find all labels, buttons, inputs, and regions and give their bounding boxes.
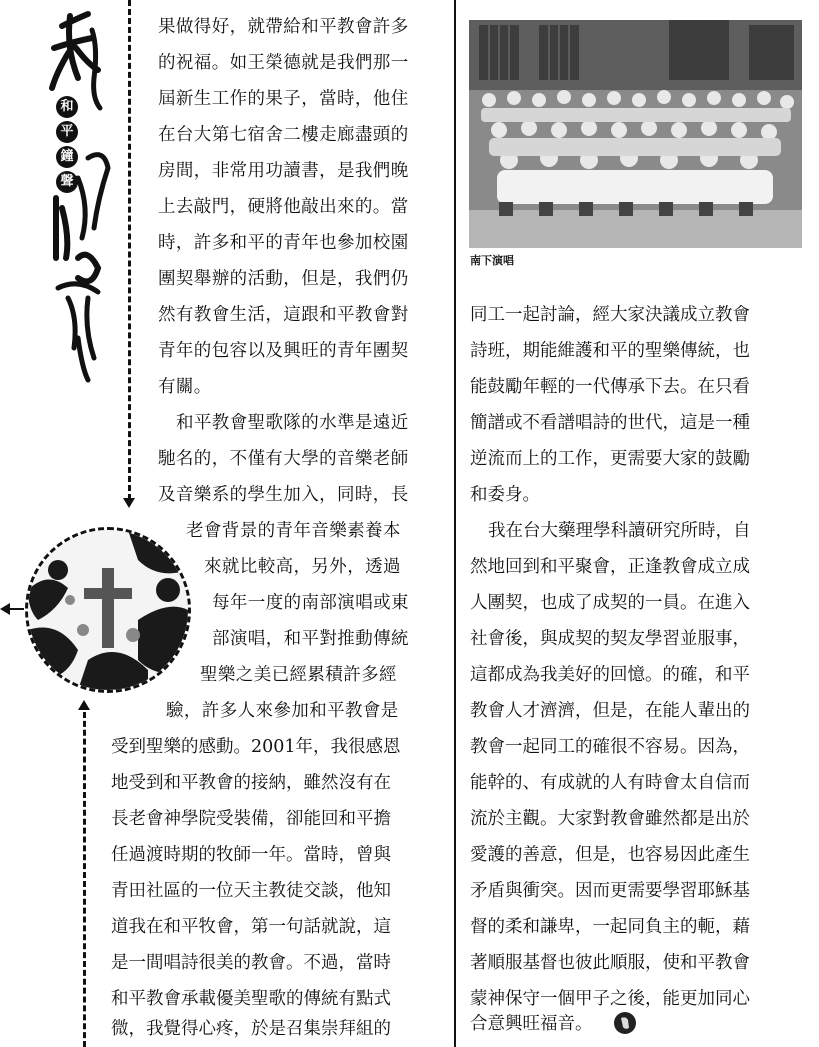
paragraph-line: 和平教會聖歌隊的水準是遠近	[176, 413, 409, 433]
paragraph-line: 部演唱，和平對推動傳統	[212, 629, 409, 649]
paragraph-line: 任過渡時期的牧師一年。當時，曾與	[111, 845, 391, 865]
paragraph-line: 時，許多和平的青年也參加校園	[158, 233, 409, 253]
paragraph-line: 然地回到和平聚會，正逢教會成立成	[470, 557, 750, 577]
cross-photo-circle	[25, 527, 191, 693]
arrow-up-icon	[78, 700, 90, 710]
end-mark-icon	[614, 1012, 636, 1034]
dashed-guide-top	[128, 0, 131, 500]
badge-char: 平	[56, 121, 78, 143]
paragraph-line: 有關。	[158, 377, 212, 397]
paragraph-line: 老會背景的青年音樂素養本	[186, 521, 401, 541]
paragraph-line: 的祝福。如王榮德就是我們那一	[158, 53, 409, 73]
masthead-badge	[56, 96, 82, 193]
paragraph-line: 來就比較高，另外，透過	[204, 557, 401, 577]
paragraph-line: 每年一度的南部演唱或東	[212, 593, 409, 613]
paragraph-line: 青年的包容以及興旺的青年團契	[158, 341, 409, 361]
paragraph-line: 在台大第七宿舍二樓走廊盡頭的	[158, 125, 409, 145]
paragraph-line: 是一間唱詩很美的教會。不過，當時	[111, 953, 391, 973]
paragraph-line: 能幹的、有成就的人有時會太自信而	[470, 773, 750, 793]
paragraph-line: 屆新生工作的果子，當時，他住	[158, 89, 409, 109]
dashed-guide-bottom	[83, 712, 86, 1047]
paragraph-line: 能鼓勵年輕的一代傳承下去。在只看	[470, 377, 750, 397]
paragraph-line: 矛盾與衝突。因而更需要學習耶穌基	[470, 881, 750, 901]
column-divider	[454, 0, 456, 1047]
badge-char: 和	[56, 96, 78, 118]
paragraph-line: 道我在和平牧會，第一句話就說，這	[111, 917, 391, 937]
paragraph-line: 我在台大藥理學科讀研究所時，自	[488, 521, 751, 541]
paragraph-line: 聖樂之美已經累積許多經	[200, 665, 397, 685]
photo-caption: 南下演唱	[470, 254, 514, 267]
paragraph-line: 教會人才濟濟，但是，在能人輩出的	[470, 701, 750, 721]
paragraph-line: 地受到和平教會的接納，雖然沒有在	[111, 773, 391, 793]
paragraph-line: 著順服基督也彼此順服，使和平教會	[470, 953, 750, 973]
paragraph-line: 和委身。	[470, 485, 540, 505]
paragraph-line: 上去敲門，硬將他敲出來的。當	[158, 197, 409, 217]
paragraph-line: 馳名的，不僅有大學的音樂老師	[158, 449, 409, 469]
group-photo-illustration	[469, 20, 802, 248]
paragraph-line: 社會後，與成契的契友學習並服事，	[470, 629, 750, 649]
paragraph-line: 同工一起討論，經大家決議成立教會	[470, 305, 750, 325]
paragraph-line: 詩班，期能維護和平的聖樂傳統，也	[470, 341, 750, 361]
group-photo	[469, 20, 802, 248]
paragraph-line: 青田社區的一位天主教徒交談，他知	[111, 881, 391, 901]
paragraph-line: 逆流而上的工作，更需要大家的鼓勵	[470, 449, 750, 469]
badge-char: 聲	[56, 171, 78, 193]
paragraph-line: 驗，許多人來參加和平教會是	[166, 701, 399, 721]
cross-illustration	[28, 530, 188, 690]
arrow-left-shaft	[10, 608, 24, 610]
paragraph-line: 果做得好，就帶給和平教會許多	[158, 17, 409, 37]
paragraph-line: 和平教會承載優美聖歌的傳統有點式	[111, 989, 391, 1009]
paragraph-line: 長老會神學院受裝備，卻能回和平擔	[111, 809, 391, 829]
paragraph-line: 然有教會生活，這跟和平教會對	[158, 305, 409, 325]
paragraph-line: 合意興旺福音。	[470, 1014, 593, 1034]
paragraph-line: 流於主觀。大家對教會雖然都是出於	[470, 809, 750, 829]
paragraph-line: 這都成為我美好的回憶。的確，和平	[470, 665, 750, 685]
paragraph-line: 房間，非常用功讀書，是我們晚	[158, 161, 409, 181]
paragraph-line: 蒙神保守一個甲子之後，能更加同心	[470, 989, 750, 1009]
badge-char: 鐘	[56, 146, 78, 168]
paragraph-line: 微，我覺得心疼，於是召集崇拜組的	[111, 1019, 391, 1039]
arrow-down-icon	[123, 498, 135, 508]
paragraph-line: 教會一起同工的確很不容易。因為，	[470, 737, 750, 757]
calligraphy-title-art	[48, 8, 120, 388]
paragraph-line: 督的柔和謙卑，一起同負主的軛，藉	[470, 917, 750, 937]
paragraph-line: 人團契，也成了成契的一員。在進入	[470, 593, 750, 613]
paragraph-line: 簡譜或不看譜唱詩的世代，這是一種	[470, 413, 750, 433]
paragraph-line: 受到聖樂的感動。2001年，我很感恩	[111, 737, 401, 757]
paragraph-line: 團契舉辦的活動，但是，我們仍	[158, 269, 409, 289]
paragraph-line: 及音樂系的學生加入，同時，長	[158, 485, 409, 505]
paragraph-line: 愛護的善意，但是，也容易因此產生	[470, 845, 750, 865]
arrow-left-icon	[0, 603, 10, 615]
